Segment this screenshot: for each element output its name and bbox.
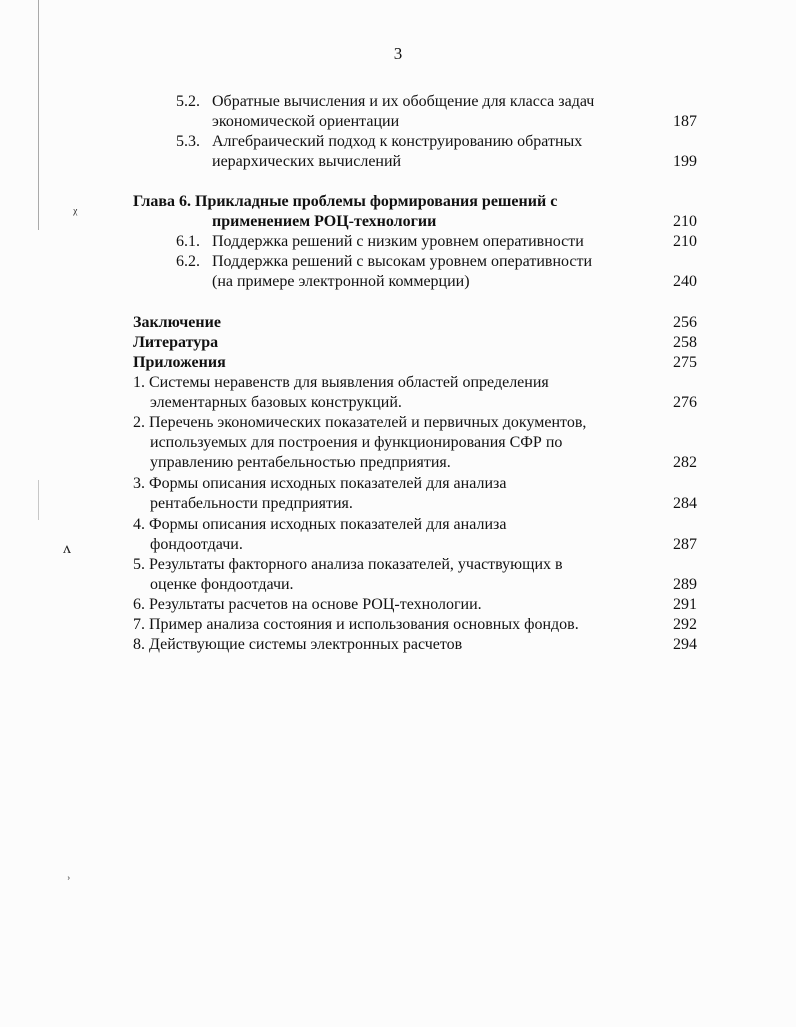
toc-entry-page: 199 <box>673 153 697 170</box>
toc-entry-page: 256 <box>673 314 697 331</box>
appendix-title: 8. Действующие системы электронных расчетов <box>133 636 463 653</box>
toc-entry-page: 258 <box>673 334 697 351</box>
scan-artifact-mark: ᴧ <box>63 540 71 557</box>
scan-edge-line <box>38 0 39 230</box>
toc-entry-num: 6.1. <box>176 233 200 250</box>
toc-entry-page: 187 <box>673 113 697 130</box>
appendix-title: 3. Формы описания исходных показателей для анализа <box>133 475 507 492</box>
scan-edge-line <box>38 480 39 520</box>
toc-entry-num: 5.3. <box>176 133 200 150</box>
toc-entry-title: Поддержка решений с низким уровнем оперативности <box>212 233 584 250</box>
toc-entry-title: иерархических вычислений <box>212 153 402 170</box>
toc-entry-num: 6.2. <box>176 253 200 270</box>
section-heading: Приложения <box>133 354 226 371</box>
toc-entry-title: экономической ориентации <box>212 113 400 130</box>
chapter-title: Глава 6. Прикладные проблемы формирования решений с <box>133 193 558 210</box>
toc-entry-page: 294 <box>673 636 697 653</box>
toc-entry-title: Алгебраический подход к конструированию обратных <box>212 133 583 150</box>
appendix-title: элементарных базовых конструкций. <box>150 394 402 411</box>
appendix-title: 4. Формы описания исходных показателей для анализа <box>133 516 507 533</box>
appendix-title: фондоотдачи. <box>150 536 243 553</box>
toc-entry-title: Обратные вычисления и их обобщение для класса задач <box>212 93 595 110</box>
toc-entry-page: 276 <box>673 394 697 411</box>
page-number: 3 <box>393 44 403 63</box>
toc-entry-page: 240 <box>673 273 697 290</box>
chapter-title: применением РОЦ-технологии <box>212 213 437 230</box>
toc-entry-title: Поддержка решений с высокам уровнем оперативности <box>212 253 593 270</box>
toc-entry-page: 284 <box>673 495 697 512</box>
section-heading: Литература <box>133 334 219 351</box>
appendix-title: используемых для построения и функционирования СФР по <box>150 434 563 451</box>
toc-entry-page: 210 <box>673 233 697 250</box>
toc-entry-title: (на примере электронной коммерции) <box>212 273 470 290</box>
toc-entry-page: 292 <box>673 616 697 633</box>
toc-entry-page: 289 <box>673 576 697 593</box>
appendix-title: управлению рентабельностью предприятия. <box>150 454 451 471</box>
toc-entry-page: 210 <box>673 213 697 230</box>
appendix-title: 2. Перечень экономических показателей и первичных документов, <box>133 414 587 431</box>
section-heading: Заключение <box>133 314 221 331</box>
appendix-title: 7. Пример анализа состояния и использования основных фондов. <box>133 616 579 633</box>
appendix-title: рентабельности предприятия. <box>150 495 353 512</box>
appendix-title: оценке фондоотдачи. <box>150 576 294 593</box>
toc-entry-num: 5.2. <box>176 93 200 110</box>
appendix-title: 5. Результаты факторного анализа показателей, участвующих в <box>133 556 563 573</box>
toc-entry-page: 282 <box>673 454 697 471</box>
toc-entry-page: 275 <box>673 354 697 371</box>
scan-artifact-mark: ʾ <box>66 875 72 892</box>
toc-entry-page: 291 <box>673 596 697 613</box>
appendix-title: 1. Системы неравенств для выявления областей определения <box>133 374 549 391</box>
appendix-title: 6. Результаты расчетов на основе РОЦ-технологии. <box>133 596 482 613</box>
scan-artifact-mark: ᵡ <box>73 205 78 222</box>
toc-entry-page: 287 <box>673 536 697 553</box>
